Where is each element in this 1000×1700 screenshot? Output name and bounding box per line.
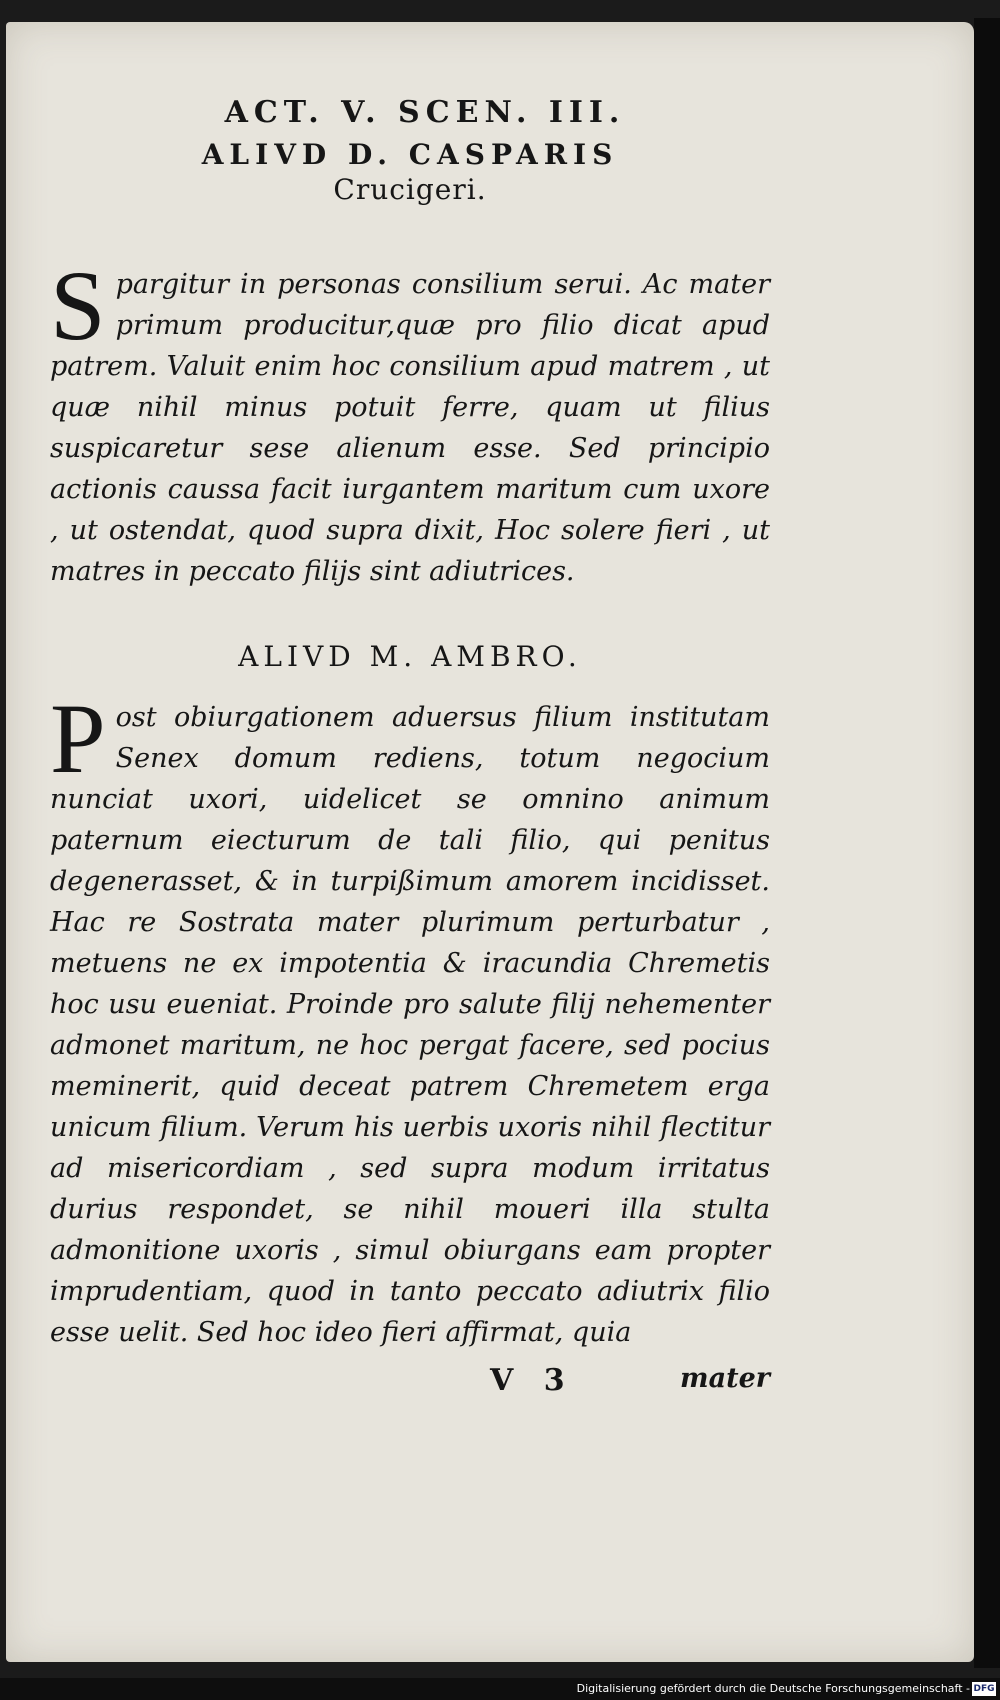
commentary-author-heading: ALIVD D. CASPARIS: [201, 138, 619, 171]
catchword: mater: [680, 1363, 770, 1394]
drop-cap-s: S: [50, 250, 106, 361]
drop-cap-p: P: [50, 683, 106, 794]
dfg-logo-icon: DFG: [973, 1684, 995, 1694]
page-foot-line: [50, 1363, 770, 1403]
page-edge-shadow: [974, 18, 1000, 1668]
signature-mark: V 3: [490, 1363, 575, 1398]
digitization-footer: [0, 1678, 1000, 1700]
paragraph-ambro-text: ost obiurgationem aduersus filium institutam Senex domum rediens, totum negocium nunciat uxori, uidelicet se omnino animum paternum eiecturum de tali filio, qui penitus degenerasset, & in turpißimum amorem incidisset. Hac re Sostrata mater plurimum perturbatur , metuens ne ex impotentia & iracundia Chremetis hoc usu eueniat. Proinde pro salute filij nehementer admonet maritum, ne hoc pergat facere, sed pocius meminerit, quid deceat patrem Chremetem erga unicum filium. Verum his uerbis uxoris nihil flectitur ad misericordiam , sed supra modum irritatus durius respondet, se nihil moueri illa stulta admonitione uxoris , simul obiurgans eam propter imprudentiam, quod in tanto peccato adiutrix filio esse uelit. Sed hoc ideo fieri affirmat, quia: [50, 702, 770, 1348]
page-text-block: [50, 95, 770, 1403]
footer-credit-text: Digitalisierung gefördert durch die Deutsche Forschungsgemeinschaft -: [576, 1682, 970, 1695]
commentary-author-name: Crucigeri.: [333, 173, 487, 206]
paragraph-crucigeri: [50, 250, 770, 592]
act-scene-heading: ACT. V. SCEN. III.: [224, 95, 626, 130]
paragraph-crucigeri-text: pargitur in personas consilium serui. Ac mater primum producitur,quæ pro filio dicat apud patrem. Valuit enim hoc consilium apud matrem , ut quæ nihil minus potuit ferre, quam ut filius suspicaretur sese alienum esse. Sed principio actionis caussa facit iurgantem maritum cum uxore , ut ostendat, quod supra dixit, Hoc solere fieri , ut matres in peccato filijs sint adiutrices.: [50, 269, 770, 587]
section-heading-ambro: ALIVD M. AMBRO.: [238, 640, 582, 673]
paragraph-ambro: [50, 683, 770, 1353]
